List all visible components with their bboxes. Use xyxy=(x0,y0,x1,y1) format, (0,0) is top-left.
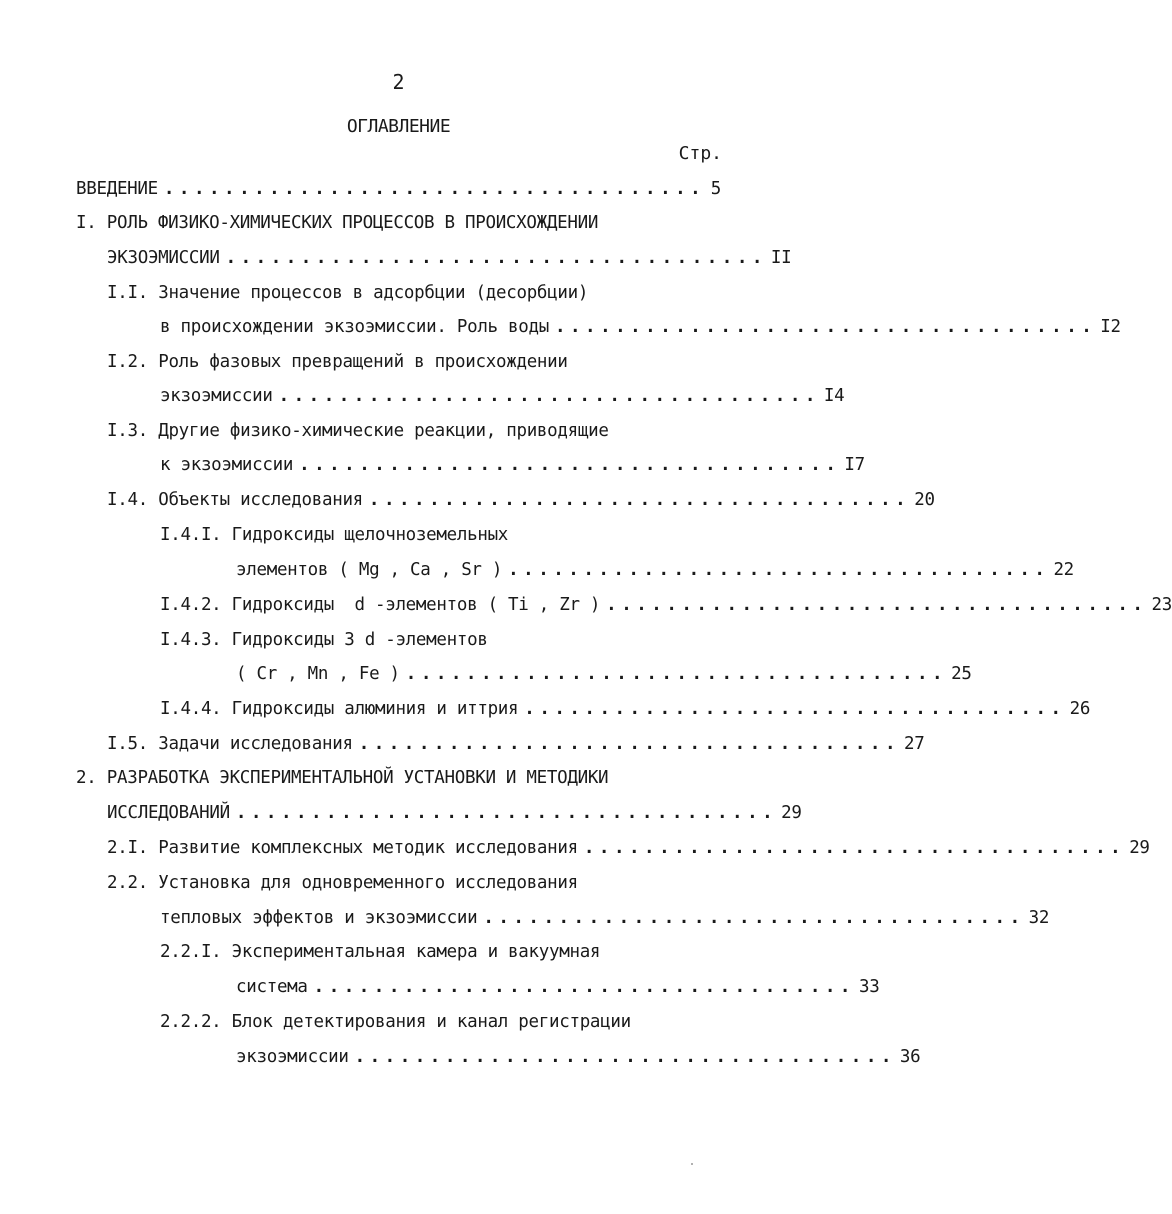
toc-entry: ВВЕДЕНИЕ .................................... 5 xyxy=(76,179,721,199)
toc-entry: система .................................... 33 xyxy=(236,977,880,997)
toc-entry: I. РОЛЬ ФИЗИКО-ХИМИЧЕСКИХ ПРОЦЕССОВ В ПРОИСХОЖДЕНИИ xyxy=(76,213,599,233)
toc-entry: I.2. Роль фазовых превращений в происхождении xyxy=(107,352,568,372)
toc-entry: I.4.4. Гидроксиды алюминия и иттрия .................................... 26 xyxy=(160,699,1091,719)
toc-entry: в происхождении экзоэмиссии. Роль воды .................................... I2 xyxy=(160,317,1121,337)
toc-entry: ( Cr , Mn , Fe ) .................................... 25 xyxy=(236,664,972,684)
toc-entry: I.4.3. Гидроксиды 3 d -элементов xyxy=(160,630,488,650)
toc-entry: I.4. Объекты исследования .................................... 20 xyxy=(107,490,935,510)
toc-entry: 2.2.I. Экспериментальная камера и вакуумная xyxy=(160,942,601,962)
toc-entry: 2.2. Установка для одновременного исследования xyxy=(107,873,578,893)
scan-speck xyxy=(691,1163,693,1165)
toc-entry: ИССЛЕДОВАНИЙ .................................... 29 xyxy=(107,803,802,823)
page-column-label: Стр. xyxy=(678,143,722,164)
toc-entry: I.5. Задачи исследования .................................... 27 xyxy=(107,734,925,754)
toc-entry: 2.2.2. Блок детектирования и канал регистрации xyxy=(160,1012,631,1032)
toc-entry: 2. РАЗРАБОТКА ЭКСПЕРИМЕНТАЛЬНОЙ УСТАНОВКИ И МЕТОДИКИ xyxy=(76,768,609,788)
toc-entry: 2.I. Развитие комплексных методик исследования .................................... 29 xyxy=(107,838,1150,858)
toc-entry: к экзоэмиссии .................................... I7 xyxy=(160,455,865,475)
toc-entry: I.4.2. Гидроксиды d -элементов ( Ti , Zr ) .................................... 23 xyxy=(160,595,1172,615)
toc-entry: I.I. Значение процессов в адсорбции (десорбции) xyxy=(107,283,589,303)
toc-entry: I.4.I. Гидроксиды щелочноземельных xyxy=(160,525,509,545)
toc-entry: I.3. Другие физико-химические реакции, приводящие xyxy=(107,421,609,441)
toc-entry: экзоэмиссии .................................... 36 xyxy=(236,1047,921,1067)
toc-title: ОГЛАВЛЕНИЕ xyxy=(346,116,451,137)
toc-entry: элементов ( Mg , Ca , Sr ) .................................... 22 xyxy=(236,560,1074,580)
toc-entry: экзоэмиссии .................................... I4 xyxy=(160,386,845,406)
page-number: 2 xyxy=(392,70,405,94)
toc-entry: тепловых эффектов и экзоэмиссии .................................... 32 xyxy=(160,908,1050,928)
toc-entry: ЭКЗОЭМИССИИ .................................... II xyxy=(107,248,792,268)
